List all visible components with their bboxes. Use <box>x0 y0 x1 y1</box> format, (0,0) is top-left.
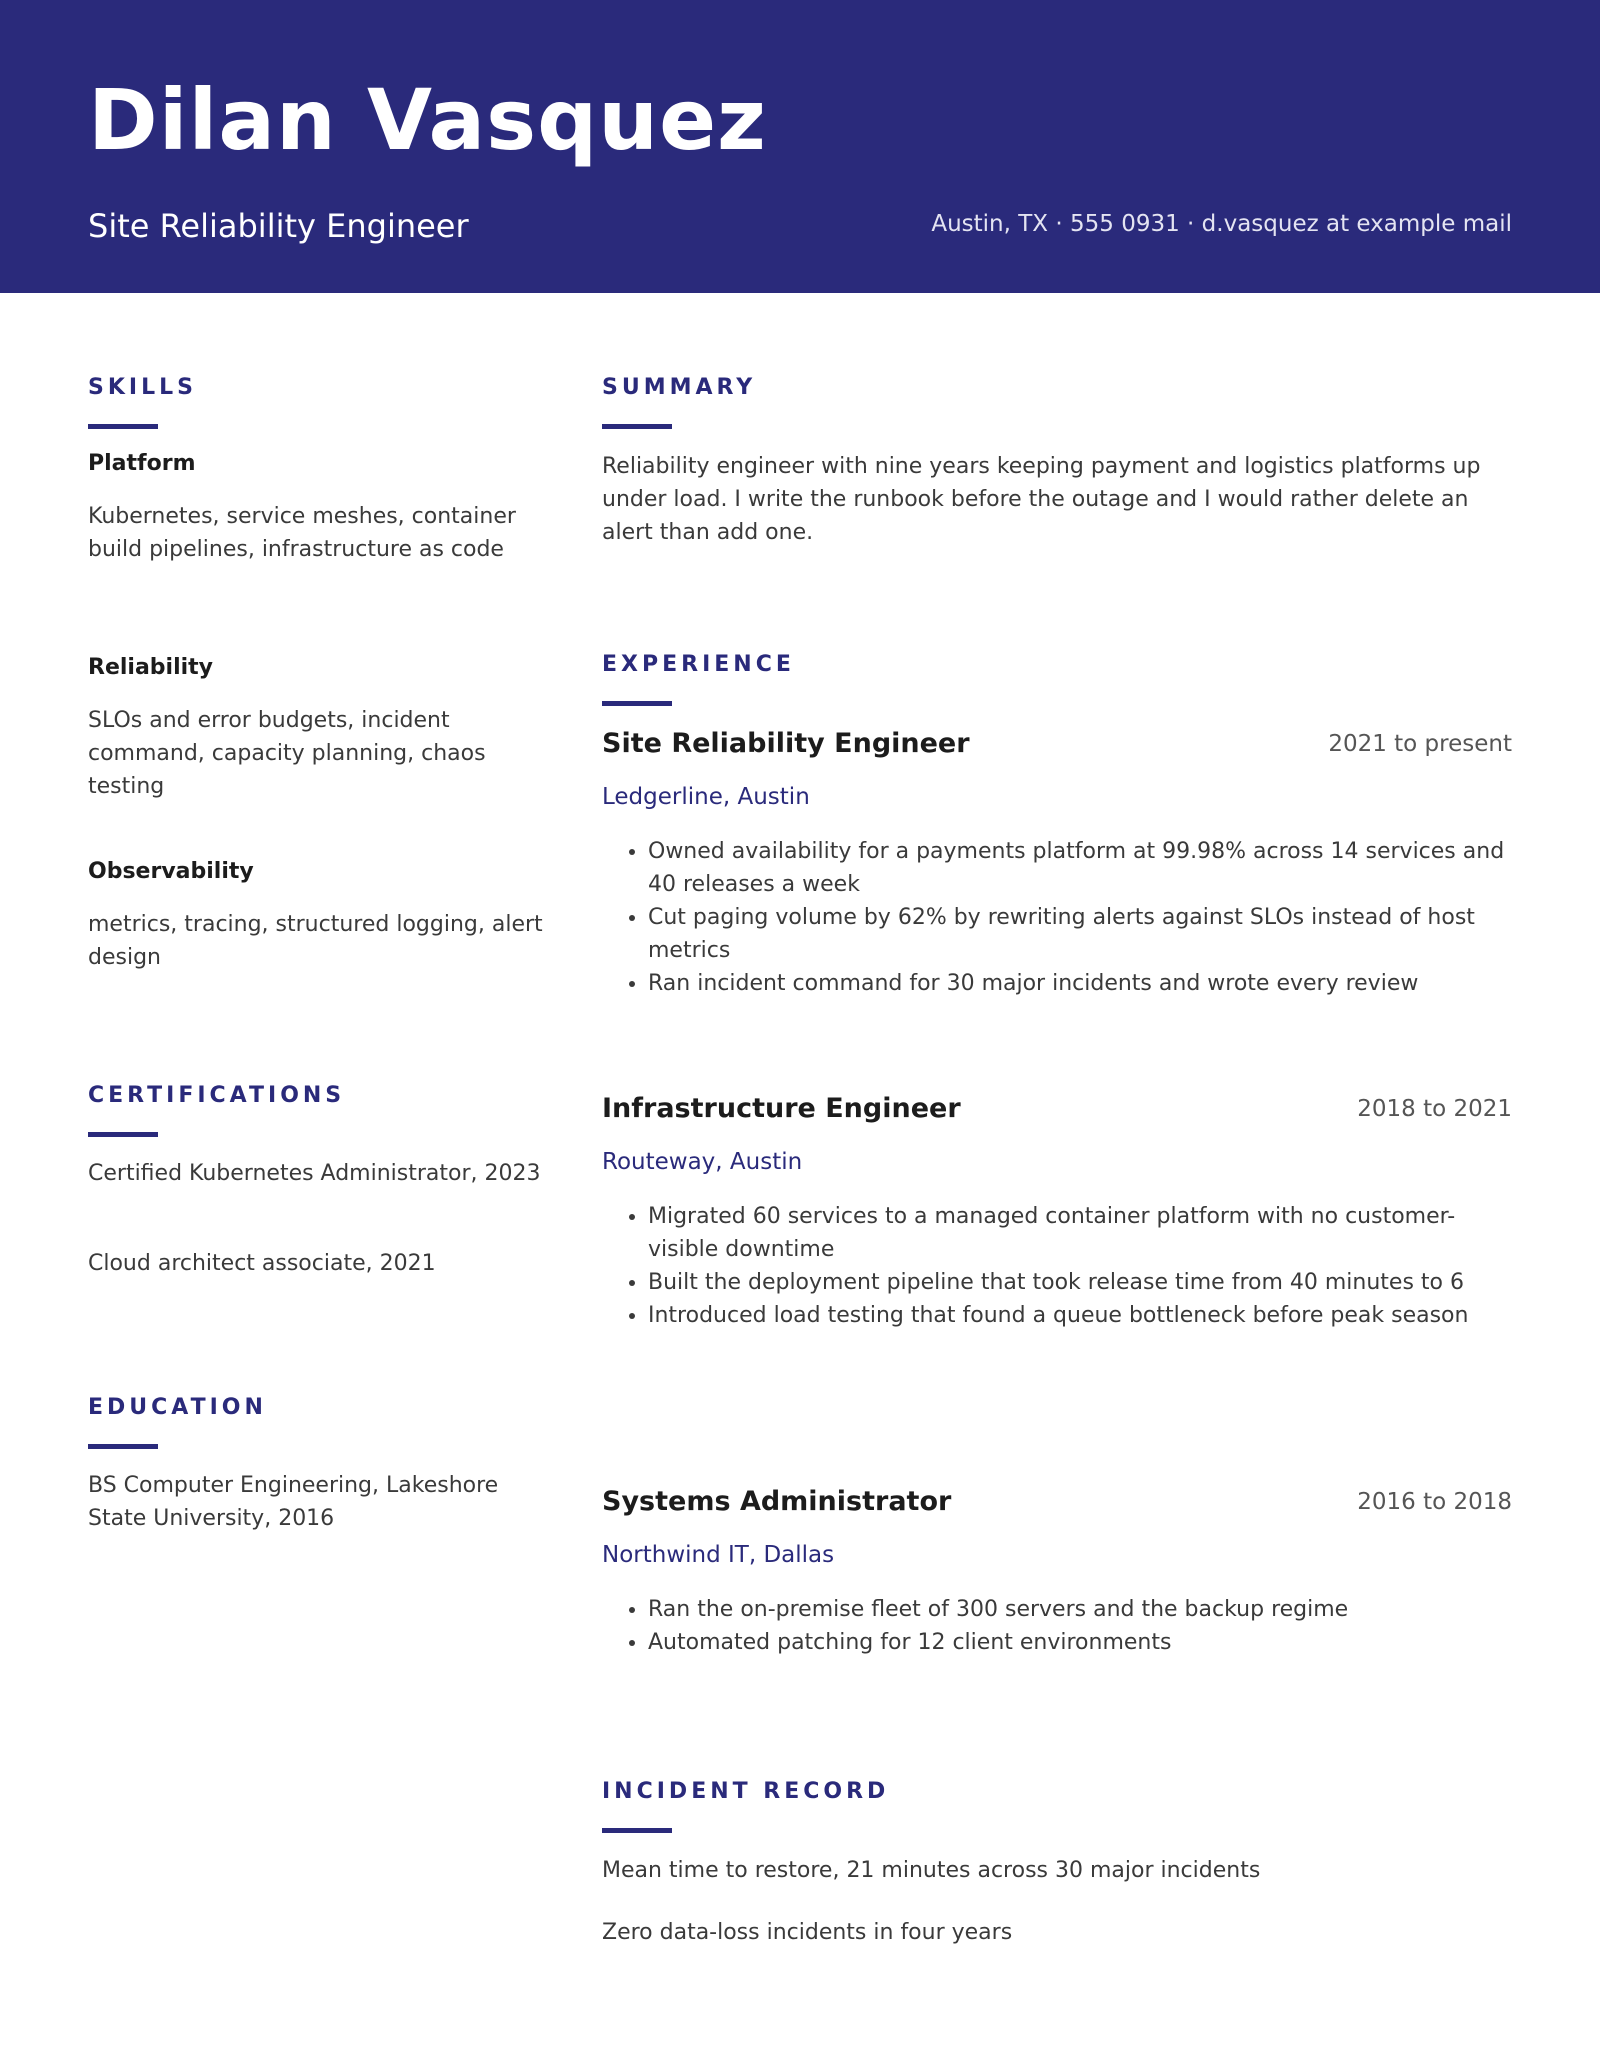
candidate-name: Dilan Vasquez <box>88 71 767 169</box>
job-company: Routeway, Austin <box>602 1149 803 1175</box>
certifications-heading: CERTIFICATIONS <box>88 1083 346 1108</box>
certification-item: Cloud architect associate, 2021 <box>88 1251 436 1276</box>
job-title: Infrastructure Engineer <box>602 1093 961 1124</box>
job-bullet: • Ran the on-premise fleet of 300 servers and the backup regime <box>648 1593 1514 1626</box>
job-company: Ledgerline, Austin <box>602 784 810 810</box>
skill-group-text: Kubernetes, service meshes, container build pipelines, infrastructure as code <box>88 504 516 562</box>
skill-group-title: Reliability <box>88 655 214 680</box>
education-heading: EDUCATION <box>88 1395 267 1420</box>
job-dates: 2016 to 2018 <box>1357 1489 1512 1515</box>
skill-group-title: Observability <box>88 859 254 884</box>
skills-rule <box>88 424 158 429</box>
job-bullets <box>602 1593 1514 1659</box>
skill-group-title: Platform <box>88 451 196 476</box>
job-bullet: • Cut paging volume by 62% by rewriting alerts against SLOs instead of host metrics <box>648 901 1514 967</box>
job-bullets <box>602 1200 1514 1332</box>
job-title: Systems Administrator <box>602 1486 952 1517</box>
summary-text: Reliability engineer with nine years keeping payment and logistics platforms up under load. I write the runbook before the outage and I would rather delete an alert than add one. <box>602 454 1481 545</box>
education-rule <box>88 1444 158 1449</box>
skill-group-text: SLOs and error budgets, incident command, capacity planning, chaos testing <box>88 708 486 799</box>
job-bullets <box>602 835 1514 1000</box>
incident-record-rule <box>602 1828 672 1833</box>
contact-info: Austin, TX · 555 0931 · d.vasquez at example mail <box>931 211 1512 237</box>
job-bullet: • Owned availability for a payments platform at 99.98% across 14 services and 40 releases a week <box>648 835 1514 901</box>
skills-heading: SKILLS <box>88 375 197 400</box>
experience-rule <box>602 701 672 706</box>
certifications-rule <box>88 1132 158 1137</box>
incident-record-item: Mean time to restore, 21 minutes across 30 major incidents <box>602 1858 1261 1883</box>
job-dates: 2018 to 2021 <box>1357 1096 1512 1122</box>
candidate-role: Site Reliability Engineer <box>88 207 469 245</box>
incident-record-heading: INCIDENT RECORD <box>602 1779 890 1804</box>
incident-record-item: Zero data-loss incidents in four years <box>602 1920 1013 1945</box>
job-dates: 2021 to present <box>1328 731 1512 757</box>
job-bullet: • Migrated 60 services to a managed container platform with no customer-visible downtime <box>648 1200 1514 1266</box>
skill-group-text: metrics, tracing, structured logging, alert design <box>88 912 543 970</box>
job-title: Site Reliability Engineer <box>602 728 970 759</box>
resume-header <box>0 0 1600 293</box>
experience-heading: EXPERIENCE <box>602 652 795 677</box>
job-bullet: • Automated patching for 12 client environments <box>648 1626 1514 1659</box>
job-company: Northwind IT, Dallas <box>602 1542 835 1568</box>
summary-heading: SUMMARY <box>602 375 757 400</box>
certification-item: Certified Kubernetes Administrator, 2023 <box>88 1161 541 1186</box>
job-bullet: • Built the deployment pipeline that took release time from 40 minutes to 6 <box>648 1266 1514 1299</box>
job-bullet: • Ran incident command for 30 major incidents and wrote every review <box>648 967 1514 1000</box>
job-bullet: • Introduced load testing that found a queue bottleneck before peak season <box>648 1299 1514 1332</box>
education-text: BS Computer Engineering, Lakeshore State University, 2016 <box>88 1473 499 1531</box>
summary-rule <box>602 424 672 429</box>
